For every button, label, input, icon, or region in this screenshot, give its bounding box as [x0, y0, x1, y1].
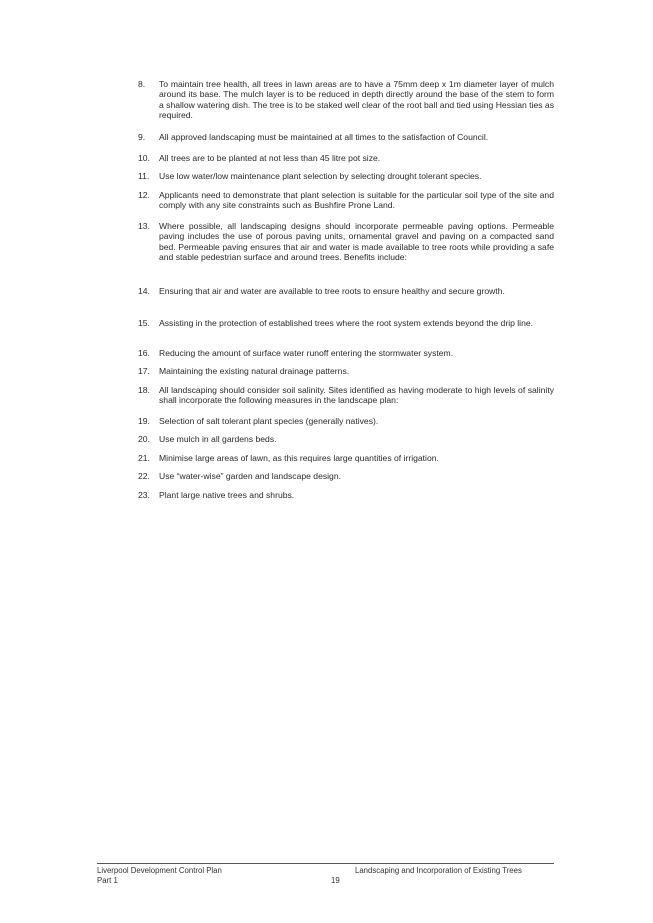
item-text: Plant large native trees and shrubs. — [159, 490, 295, 500]
item-text: Use low water/low maintenance plant selection by selecting drought tolerant species. — [159, 171, 482, 181]
item-number: 18. — [138, 385, 150, 395]
item-number: 10. — [138, 153, 150, 163]
item-text: All trees are to be planted at not less than 45 litre pot size. — [159, 153, 381, 163]
item-number: 11. — [138, 171, 150, 181]
footer-divider — [97, 863, 554, 864]
item-text: To maintain tree health, all trees in lawn areas are to have a 75mm deep x 1m diameter layer of mulch around its base. The mulch layer is to be reduced in depth directly around the base of the stem to form a shallow watering dish. The tree is to be staked well clear of the root ball and tied using Hessian ties as required. — [159, 79, 554, 121]
item-text: All landscaping should consider soil salinity. Sites identified as having moderate to high levels of salinity shall incorporate the following measures in the landscape plan: — [159, 385, 554, 406]
page-number: 19 — [331, 876, 340, 885]
item-text: Ensuring that air and water are available to tree roots to ensure healthy and secure growth. — [159, 286, 505, 296]
footer-part: Part 1 — [97, 876, 118, 885]
item-number: 21. — [138, 453, 150, 463]
footer-section-title: Landscaping and Incorporation of Existing Trees — [355, 866, 522, 875]
item-text: Selection of salt tolerant plant species (generally natives). — [159, 416, 379, 426]
item-number: 23. — [138, 490, 150, 500]
item-text: Where possible, all landscaping designs should incorporate permeable paving options. Permeable paving includes the use of porous paving units, ornamental gravel and paving on a compacted sand bed. Permeable paving ensures that air and water is made available to tree roots while providing a safe and stable pedestrian surface and around trees. Benefits include: — [159, 221, 554, 263]
item-text: Maintaining the existing natural drainage patterns. — [159, 366, 350, 376]
item-number: 9. — [138, 132, 146, 142]
item-number: 8. — [138, 79, 146, 89]
item-number: 20. — [138, 434, 150, 444]
item-text: Reducing the amount of surface water runoff entering the stormwater system. — [159, 348, 454, 358]
item-number: 13. — [138, 221, 150, 231]
item-number: 22. — [138, 471, 150, 481]
footer-doc-title: Liverpool Development Control Plan — [97, 866, 222, 875]
item-number: 15. — [138, 318, 150, 328]
item-text: Use mulch in all gardens beds. — [159, 434, 277, 444]
item-number: 17. — [138, 366, 150, 376]
item-text: Use “water-wise” garden and landscape design. — [159, 471, 342, 481]
item-number: 12. — [138, 190, 150, 200]
item-number: 19. — [138, 416, 150, 426]
item-text: Minimise large areas of lawn, as this requires large quantities of irrigation. — [159, 453, 439, 463]
item-text: All approved landscaping must be maintained at all times to the satisfaction of Council. — [159, 132, 489, 142]
item-text: Assisting in the protection of established trees where the root system extends beyond the drip line. — [159, 318, 534, 328]
item-number: 16. — [138, 348, 150, 358]
item-number: 14. — [138, 286, 150, 296]
item-text: Applicants need to demonstrate that plant selection is suitable for the particular soil type of the site and comply with any site constraints such as Bushfire Prone Land. — [159, 190, 554, 211]
